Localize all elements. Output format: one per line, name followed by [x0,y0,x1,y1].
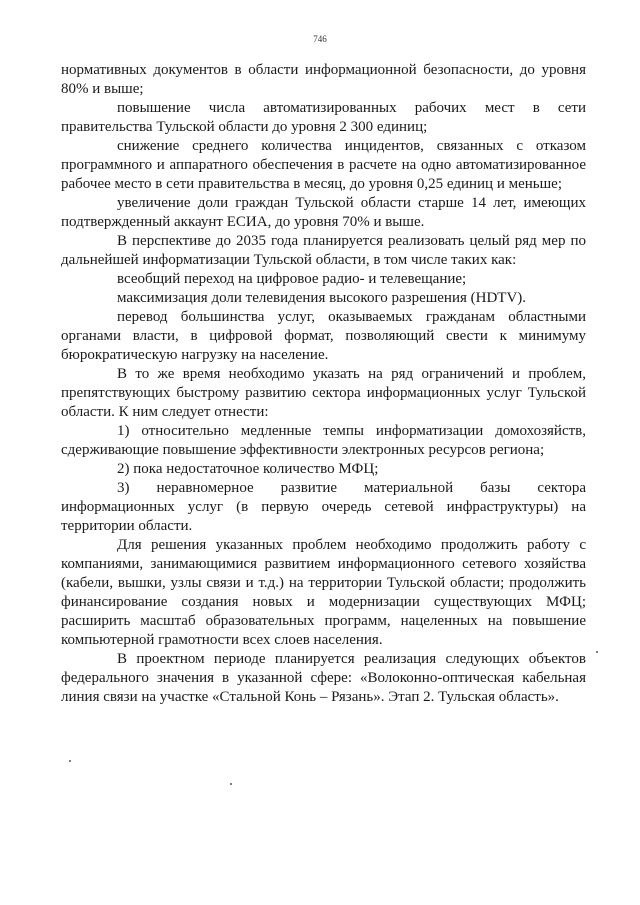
paragraph: В то же время необходимо указать на ряд ограничений и проблем, препятствующих быстрому развитию сектора информационных услуг Тульской области. К ним следует отнести: [61,366,586,420]
paragraph: повышение числа автоматизированных рабочих мест в сети правительства Тульской области до уровня 2 300 единиц; [61,100,586,135]
scan-speck [596,651,598,653]
paragraph: 1) относительно медленные темпы информатизации домохозяйств, сдерживающие повышение эффективности электронных ресурсов региона; [61,423,586,458]
paragraph: Для решения указанных проблем необходимо продолжить работу с компаниями, занимающимися развитием информационного сетевого хозяйства (кабели, вышки, узлы связи и т.д.) на территории Тульской области; продолжить финансирование создания новых и модернизации существующих МФЦ; расширить масштаб образовательных программ, нацеленных на повышение компьютерной грамотности всех слоев населения. [61,537,586,648]
paragraph: снижение среднего количества инцидентов, связанных с отказом программного и аппаратного обеспечения в расчете на одно автоматизированное рабочее место в сети правительства в месяц, до уровня 0,25 единиц и меньше; [61,138,586,192]
scan-speck [230,783,232,785]
paragraph: всеобщий переход на цифровое радио- и телевещание; [117,271,467,287]
paragraph: нормативных документов в области информационной безопасности, до уровня 80% и выше; [61,62,586,97]
paragraph: максимизация доли телевидения высокого разрешения (HDTV). [117,290,527,306]
paragraph: 3) неравномерное развитие материальной базы сектора информационных услуг (в первую очередь сетевой инфраструктуры) на территории области. [61,480,586,534]
document-body [61,61,586,707]
page-number: 746 [313,34,327,44]
paragraph: увеличение доли граждан Тульской области старше 14 лет, имеющих подтвержденный аккаунт ЕСИА, до уровня 70% и выше. [61,195,586,230]
scan-speck [69,760,71,762]
paragraph: перевод большинства услуг, оказываемых гражданам областными органами власти, в цифровой формат, позволяющий свести к минимуму бюрократическую нагрузку на население. [61,309,586,363]
paragraph: В проектном периоде планируется реализация следующих объектов федерального значения в указанной сфере: «Волоконно-оптическая кабельная линия связи на участке «Стальной Конь – Рязань». Этап 2. Тульская область». [61,651,586,705]
paragraph: 2) пока недостаточное количество МФЦ; [117,461,379,477]
paragraph: В перспективе до 2035 года планируется реализовать целый ряд мер по дальнейшей информатизации Тульской области, в том числе таких как: [61,233,586,268]
